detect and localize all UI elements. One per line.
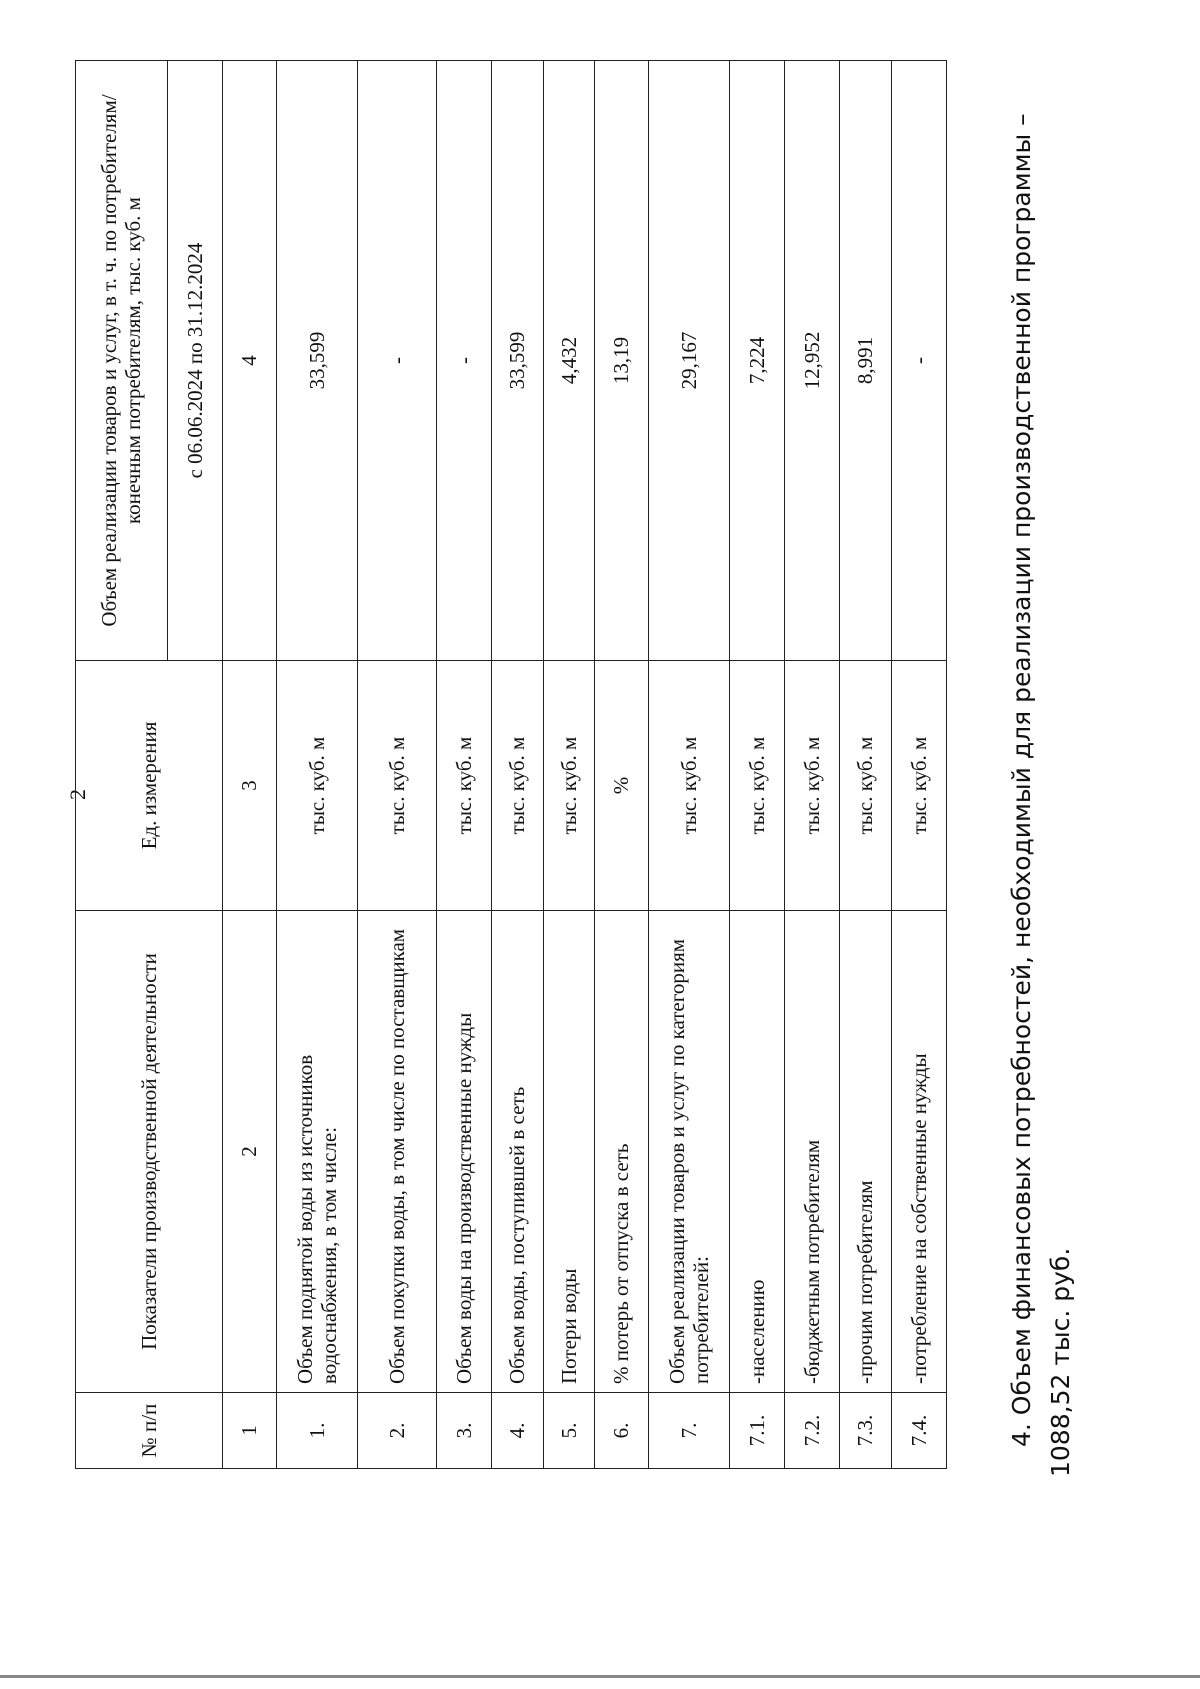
row-value: 12,952: [784, 61, 839, 661]
table-row: [594, 61, 649, 1469]
row-value: 29,167: [649, 61, 730, 661]
row-value: -: [437, 61, 492, 661]
row-indicator: -прочим потребителям: [839, 911, 892, 1393]
column-number: 3: [222, 661, 277, 911]
table-row: [491, 61, 544, 1469]
row-number: 7.4.: [892, 1393, 947, 1469]
row-indicator: Объем реализации товаров и услуг по категориям потребителей:: [649, 911, 730, 1393]
column-number: 1: [222, 1393, 277, 1469]
table-row: [277, 61, 358, 1469]
header-period: с 06.06.2024 по 31.12.2024: [167, 61, 222, 661]
row-number: 7.: [649, 1393, 730, 1469]
row-value: 33,599: [491, 61, 544, 661]
row-number: 4.: [491, 1393, 544, 1469]
row-indicator: Объем воды, поступившей в сеть: [491, 911, 544, 1393]
row-value: -: [358, 61, 437, 661]
row-indicator: Объем воды на производственные нужды: [437, 911, 492, 1393]
row-unit: тыс. куб. м: [437, 661, 492, 911]
row-indicator: -населению: [730, 911, 785, 1393]
table-row: [544, 61, 594, 1469]
row-indicator: Объем поднятой воды из источников водоснабжения, в том числе:: [277, 911, 358, 1393]
row-number: 2.: [358, 1393, 437, 1469]
row-unit: тыс. куб. м: [892, 661, 947, 911]
column-number: 2: [222, 911, 277, 1393]
column-numbering-row: [222, 61, 277, 1469]
row-number: 5.: [544, 1393, 594, 1469]
row-unit: тыс. куб. м: [784, 661, 839, 911]
page-number: 2: [65, 789, 90, 800]
row-value: 8,991: [839, 61, 892, 661]
row-number: 6.: [594, 1393, 649, 1469]
row-indicator: Объем покупки воды, в том числе по поставщикам: [358, 911, 437, 1393]
row-value: 4,432: [544, 61, 594, 661]
row-unit: %: [594, 661, 649, 911]
financial-needs-paragraph: 4. Объем финансовых потребностей, необходимый для реализации производственной программы – 1088,52 тыс. руб.: [1007, 113, 1075, 1477]
row-unit: тыс. куб. м: [358, 661, 437, 911]
header-indicator: Показатели производственной деятельности: [76, 911, 223, 1393]
row-unit: тыс. куб. м: [730, 661, 785, 911]
production-indicators-table: [75, 60, 947, 1469]
row-indicator: -бюджетным потребителям: [784, 911, 839, 1393]
table-row: [730, 61, 785, 1469]
row-unit: тыс. куб. м: [277, 661, 358, 911]
row-number: 1.: [277, 1393, 358, 1469]
row-unit: тыс. куб. м: [491, 661, 544, 911]
row-value: 7,224: [730, 61, 785, 661]
rotated-page-content: [0, 9, 1200, 1689]
table-row: [358, 61, 437, 1469]
table-row: [437, 61, 492, 1469]
row-value: 33,599: [277, 61, 358, 661]
row-indicator: -потребление на собственные нужды: [892, 911, 947, 1393]
row-unit: тыс. куб. м: [839, 661, 892, 911]
table-row: [784, 61, 839, 1469]
row-value: -: [892, 61, 947, 661]
header-unit: Ед. измерения: [76, 661, 223, 911]
row-indicator: % потерь от отпуска в сеть: [594, 911, 649, 1393]
row-number: 7.2.: [784, 1393, 839, 1469]
table-row: [839, 61, 892, 1469]
row-number: 7.3.: [839, 1393, 892, 1469]
table-row: [892, 61, 947, 1469]
row-value: 13,19: [594, 61, 649, 661]
row-number: 3.: [437, 1393, 492, 1469]
row-indicator: Потери воды: [544, 911, 594, 1393]
row-unit: тыс. куб. м: [649, 661, 730, 911]
header-number: № п/п: [76, 1393, 223, 1469]
table-header-row: [76, 61, 168, 1469]
table-row: [649, 61, 730, 1469]
row-number: 7.1.: [730, 1393, 785, 1469]
header-volume: Объем реализации товаров и услуг, в т. ч. по потребителям/конечным потребителям, тыс. куб. м: [76, 61, 168, 661]
scan-edge-line: [0, 1675, 1200, 1678]
row-unit: тыс. куб. м: [544, 661, 594, 911]
column-number: 4: [222, 61, 277, 661]
